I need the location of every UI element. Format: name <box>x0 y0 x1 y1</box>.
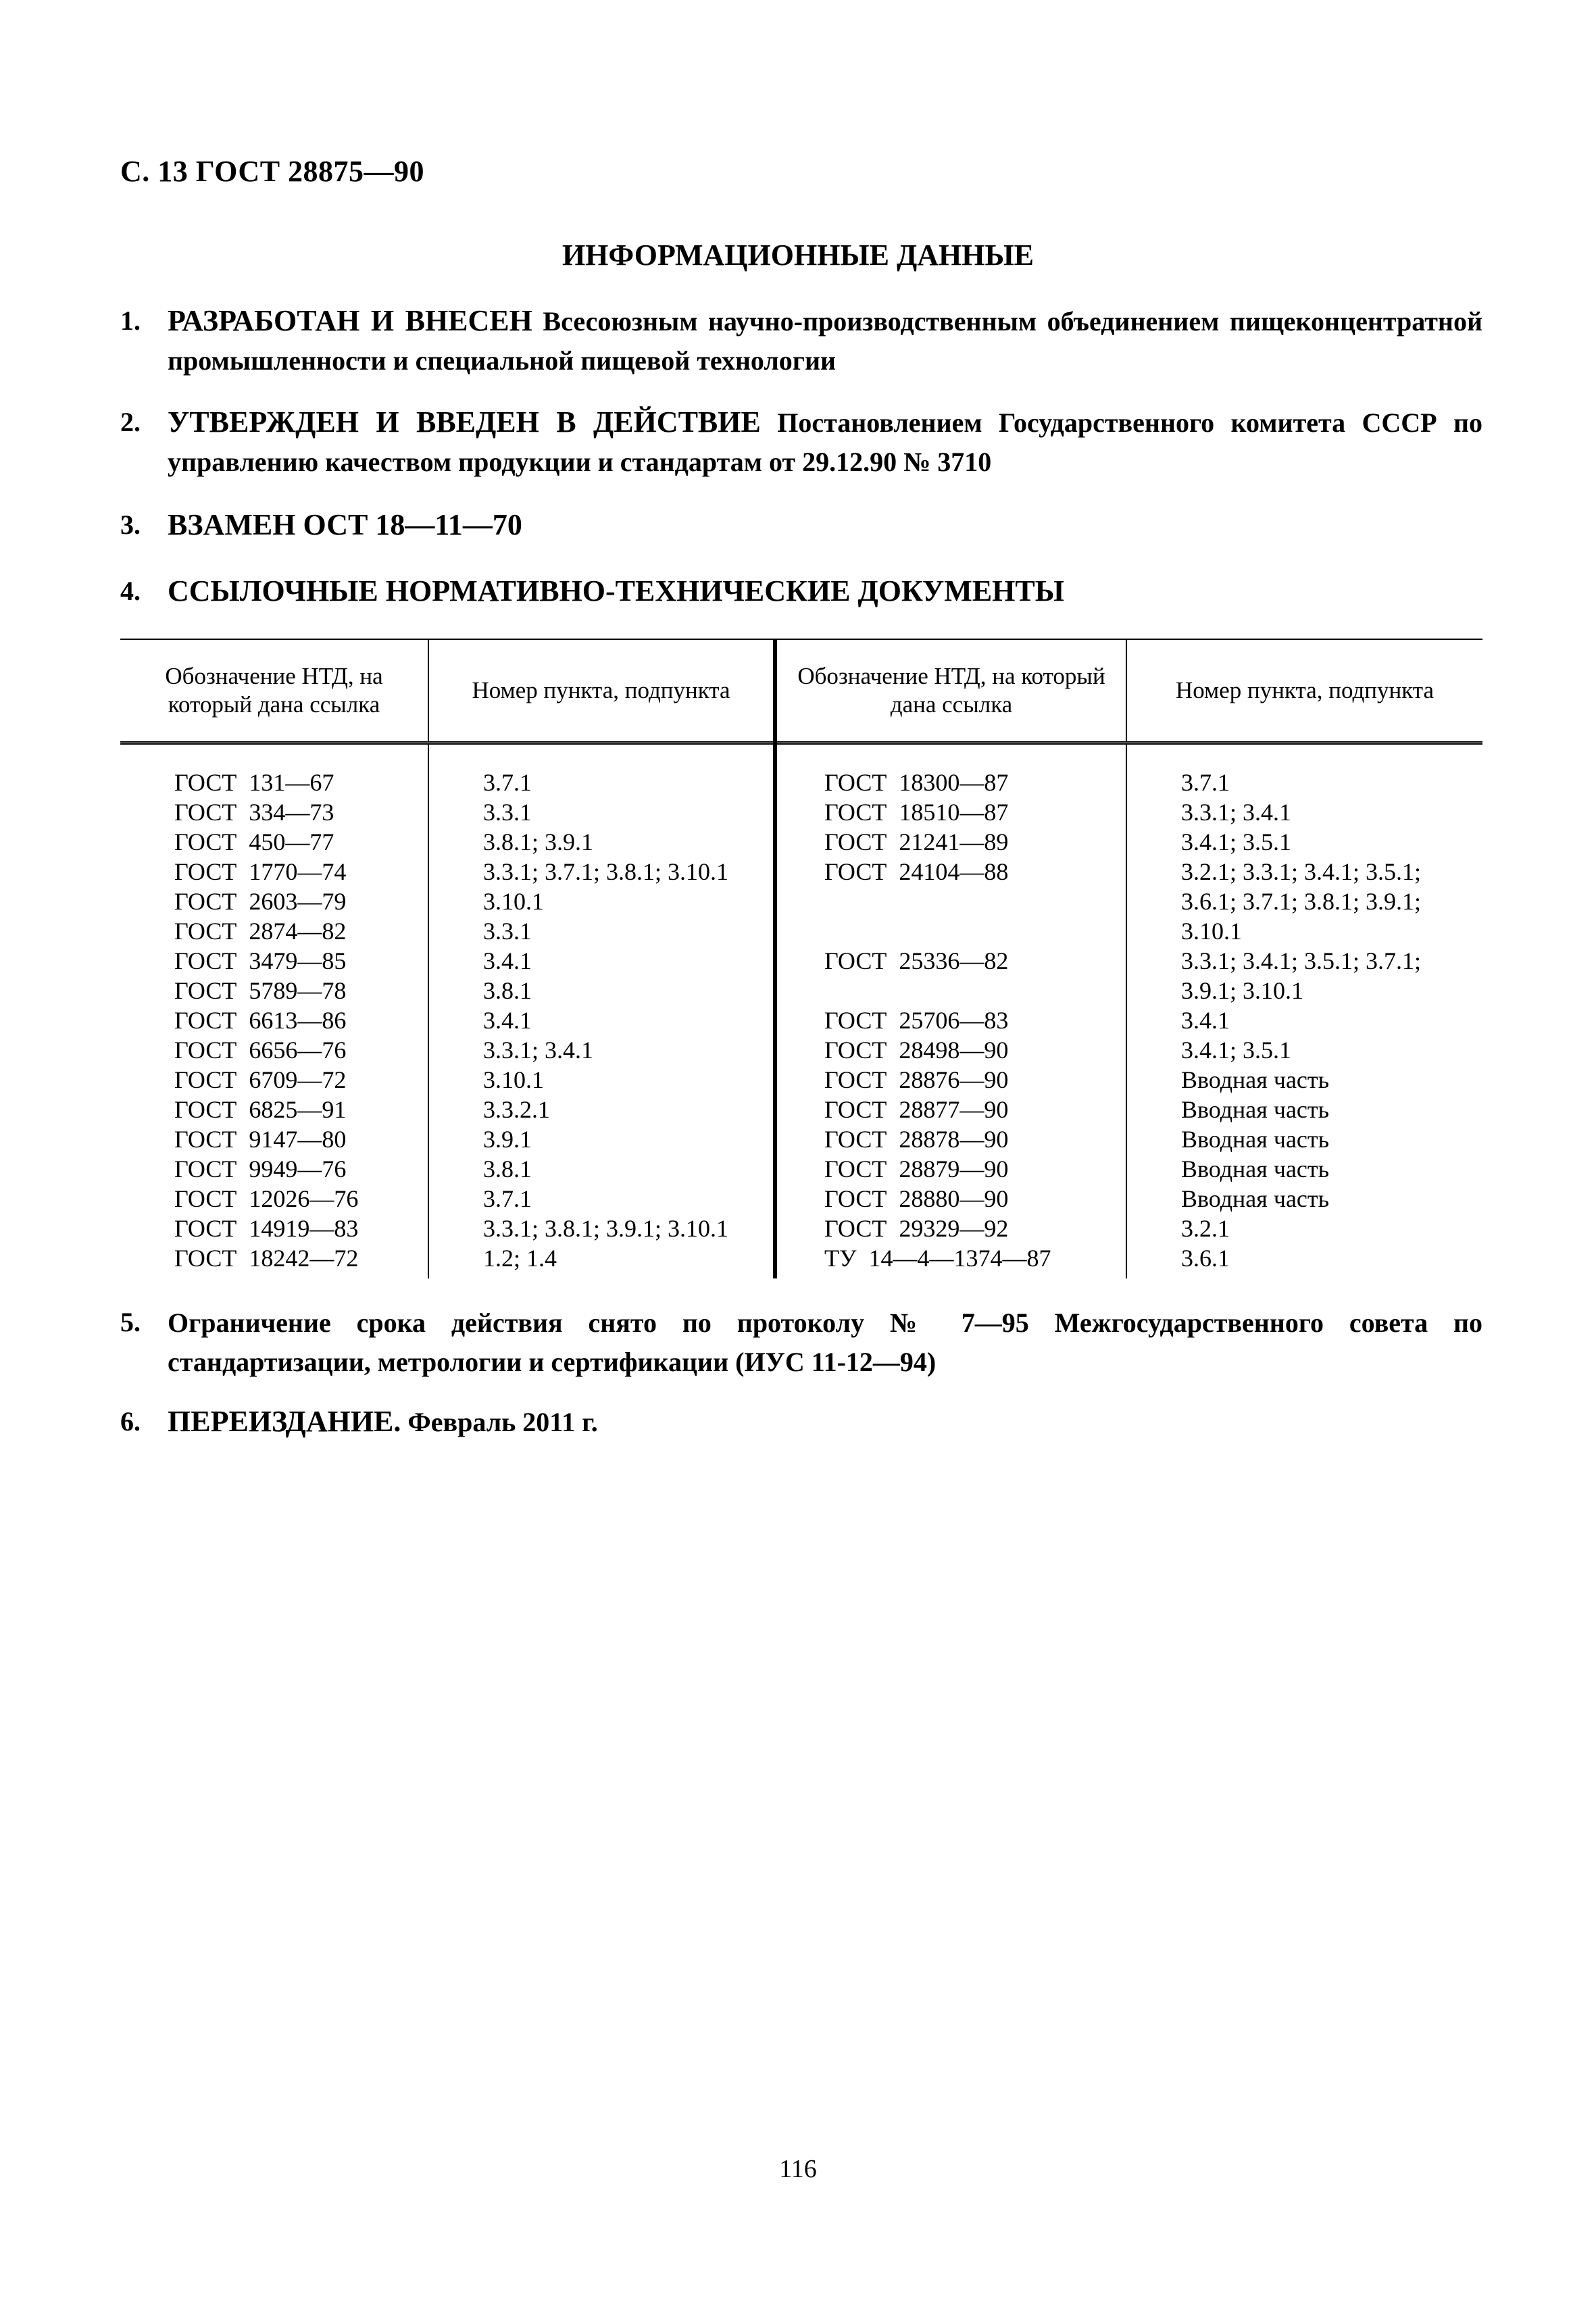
document-designation-cell: ГОСТ 18510—87 <box>775 797 1126 827</box>
column-header: Обозначение НТД, на который дана ссылка <box>120 639 428 743</box>
document-designation-cell: ГОСТ 6613—86 <box>174 1007 347 1034</box>
document-designation-cell: ГОСТ 2603—79 <box>174 888 347 915</box>
table-row <box>120 797 1482 827</box>
item-number: 6. <box>120 1406 141 1437</box>
document-designation-cell: ГОСТ 28878—90 <box>775 1124 1126 1154</box>
table-row <box>120 827 1482 857</box>
clause-number-cell: 3.2.1; 3.3.1; 3.4.1; 3.5.1; <box>1126 857 1482 887</box>
clause-number-cell: 3.4.1 <box>428 1005 775 1035</box>
document-designation-cell: ГОСТ 12026—76 <box>174 1185 359 1212</box>
page-number: 116 <box>779 2155 817 2183</box>
table-row <box>120 1005 1482 1035</box>
document-designation-cell: ГОСТ 5789—78 <box>174 977 347 1004</box>
item-text: Постановлением Государственного комитета СССР по управлению качеством продукции и стандартам от 29.12.90 № 3710 <box>168 407 1483 477</box>
clause-number-cell: 3.7.1 <box>428 1184 775 1214</box>
document-designation-cell: ГОСТ 18242—72 <box>174 1245 359 1272</box>
page-title: ИНФОРМАЦИОННЫЕ ДАННЫЕ <box>562 239 1034 272</box>
document-designation-cell: ГОСТ 2874—82 <box>174 918 347 945</box>
document-designation-cell: ГОСТ 3479—85 <box>174 947 347 974</box>
clause-number-cell: Вводная часть <box>1126 1184 1482 1214</box>
document-designation-cell: ГОСТ 450—77 <box>174 828 334 855</box>
clause-number-cell: 3.3.1; 3.4.1 <box>1126 797 1482 827</box>
clause-number-cell: 3.3.1 <box>428 797 775 827</box>
info-item-1 <box>120 301 1482 380</box>
clause-number-cell: 3.9.1 <box>428 1124 775 1154</box>
clause-number-cell: Вводная часть <box>1126 1154 1482 1184</box>
document-designation-cell: ГОСТ 6656—76 <box>174 1037 347 1064</box>
item-lead: УТВЕРЖДЕН И ВВЕДЕН В ДЕЙСТВИЕ <box>168 405 761 439</box>
item-lead: ПЕРЕИЗДАНИЕ. <box>168 1405 401 1438</box>
running-head: С. 13 ГОСТ 28875—90 <box>120 155 425 188</box>
table-row <box>120 1214 1482 1243</box>
clause-number-cell: 3.6.1; 3.7.1; 3.8.1; 3.9.1; <box>1126 887 1482 916</box>
document-designation-cell: ГОСТ 9147—80 <box>174 1126 347 1153</box>
clause-number-cell: 3.8.1 <box>428 976 775 1005</box>
item-lead: ВЗАМЕН ОСТ 18—11—70 <box>168 508 522 541</box>
clause-number-cell: 3.4.1 <box>428 946 775 976</box>
document-designation-cell: ГОСТ 131—67 <box>174 769 334 796</box>
document-designation-cell: ГОСТ 25336—82 <box>775 946 1126 976</box>
document-designation-cell: ГОСТ 29329—92 <box>775 1214 1126 1243</box>
table-row <box>120 1065 1482 1095</box>
document-designation-cell: ГОСТ 18300—87 <box>775 743 1126 798</box>
info-item-5 <box>120 1303 1482 1382</box>
reference-documents-table <box>120 639 1482 1278</box>
clause-number-cell: 3.2.1 <box>1126 1214 1482 1243</box>
item-text: Всесоюзным научно-производственным объединением пищеконцентратной промышленности и специальной пищевой технологии <box>168 306 1482 376</box>
table-header-row <box>120 639 1482 743</box>
table-row <box>120 976 1482 1005</box>
clause-number-cell: 3.8.1 <box>428 1154 775 1184</box>
table-row <box>120 887 1482 916</box>
document-designation-cell: ГОСТ 28879—90 <box>775 1154 1126 1184</box>
table-row <box>120 1095 1482 1124</box>
item-number: 3. <box>120 509 141 540</box>
clause-number-cell: 3.3.2.1 <box>428 1095 775 1124</box>
item-number: 4. <box>120 576 141 606</box>
item-text: Февраль 2011 г. <box>401 1407 598 1437</box>
item-number: 2. <box>120 407 141 437</box>
table-row <box>120 1124 1482 1154</box>
clause-number-cell: 3.10.1 <box>1126 916 1482 946</box>
clause-number-cell: 3.7.1 <box>1126 743 1482 798</box>
info-item-3 <box>120 505 1482 545</box>
clause-number-cell: 3.6.1 <box>1126 1243 1482 1278</box>
clause-number-cell: 3.4.1 <box>1126 1005 1482 1035</box>
clause-number-cell: Вводная часть <box>1126 1065 1482 1095</box>
document-designation-cell <box>775 976 1126 1005</box>
document-designation-cell: ГОСТ 6825—91 <box>174 1096 347 1123</box>
item-text: Ограничение срока действия снято по протоколу № 7—95 Межгосударственного совета по стандартизации, метрологии и сертификации (ИУС 11-12—94) <box>168 1308 1482 1377</box>
document-designation-cell <box>775 887 1126 916</box>
clause-number-cell: 3.3.1; 3.4.1 <box>428 1035 775 1065</box>
clause-number-cell: 3.7.1 <box>428 743 775 798</box>
document-designation-cell: ГОСТ 25706—83 <box>775 1005 1126 1035</box>
info-item-2 <box>120 403 1482 482</box>
document-designation-cell: ГОСТ 334—73 <box>174 799 334 826</box>
clause-number-cell: Вводная часть <box>1126 1095 1482 1124</box>
clause-number-cell: Вводная часть <box>1126 1124 1482 1154</box>
table-row <box>120 916 1482 946</box>
document-designation-cell: ГОСТ 28877—90 <box>775 1095 1126 1124</box>
clause-number-cell: 3.10.1 <box>428 887 775 916</box>
column-header: Номер пункта, подпункта <box>1126 639 1482 743</box>
item-number: 5. <box>120 1307 141 1337</box>
clause-number-cell: 3.4.1; 3.5.1 <box>1126 827 1482 857</box>
document-designation-cell: ТУ 14—4—1374—87 <box>775 1243 1126 1278</box>
clause-number-cell: 1.2; 1.4 <box>428 1243 775 1278</box>
table-row <box>120 743 1482 798</box>
item-lead: РАЗРАБОТАН И ВНЕСЕН <box>168 304 532 337</box>
clause-number-cell: 3.3.1; 3.8.1; 3.9.1; 3.10.1 <box>428 1214 775 1243</box>
column-header: Обозначение НТД, на который дана ссылка <box>775 639 1126 743</box>
document-designation-cell: ГОСТ 24104—88 <box>775 857 1126 887</box>
document-designation-cell <box>775 916 1126 946</box>
clause-number-cell: 3.3.1; 3.4.1; 3.5.1; 3.7.1; <box>1126 946 1482 976</box>
clause-number-cell: 3.9.1; 3.10.1 <box>1126 976 1482 1005</box>
document-designation-cell: ГОСТ 1770—74 <box>174 858 347 885</box>
document-designation-cell: ГОСТ 28498—90 <box>775 1035 1126 1065</box>
clause-number-cell: 3.3.1; 3.7.1; 3.8.1; 3.10.1 <box>428 857 775 887</box>
table-row <box>120 1154 1482 1184</box>
clause-number-cell: 3.4.1; 3.5.1 <box>1126 1035 1482 1065</box>
document-designation-cell: ГОСТ 28876—90 <box>775 1065 1126 1095</box>
table-row <box>120 857 1482 887</box>
document-designation-cell: ГОСТ 6709—72 <box>174 1066 347 1093</box>
document-designation-cell: ГОСТ 14919—83 <box>174 1215 359 1242</box>
info-item-6 <box>120 1402 1482 1442</box>
clause-number-cell: 3.10.1 <box>428 1065 775 1095</box>
table-row <box>120 946 1482 976</box>
document-designation-cell: ГОСТ 28880—90 <box>775 1184 1126 1214</box>
clause-number-cell: 3.8.1; 3.9.1 <box>428 827 775 857</box>
table-row <box>120 1184 1482 1214</box>
column-header: Номер пункта, подпункта <box>428 639 775 743</box>
table-row <box>120 1035 1482 1065</box>
item-lead: ССЫЛОЧНЫЕ НОРМАТИВНО-ТЕХНИЧЕСКИЕ ДОКУМЕНТЫ <box>168 574 1064 607</box>
clause-number-cell: 3.3.1 <box>428 916 775 946</box>
item-number: 1. <box>120 305 141 336</box>
table-row <box>120 1243 1482 1278</box>
document-designation-cell: ГОСТ 9949—76 <box>174 1155 347 1183</box>
info-item-4 <box>120 572 1482 612</box>
document-designation-cell: ГОСТ 21241—89 <box>775 827 1126 857</box>
